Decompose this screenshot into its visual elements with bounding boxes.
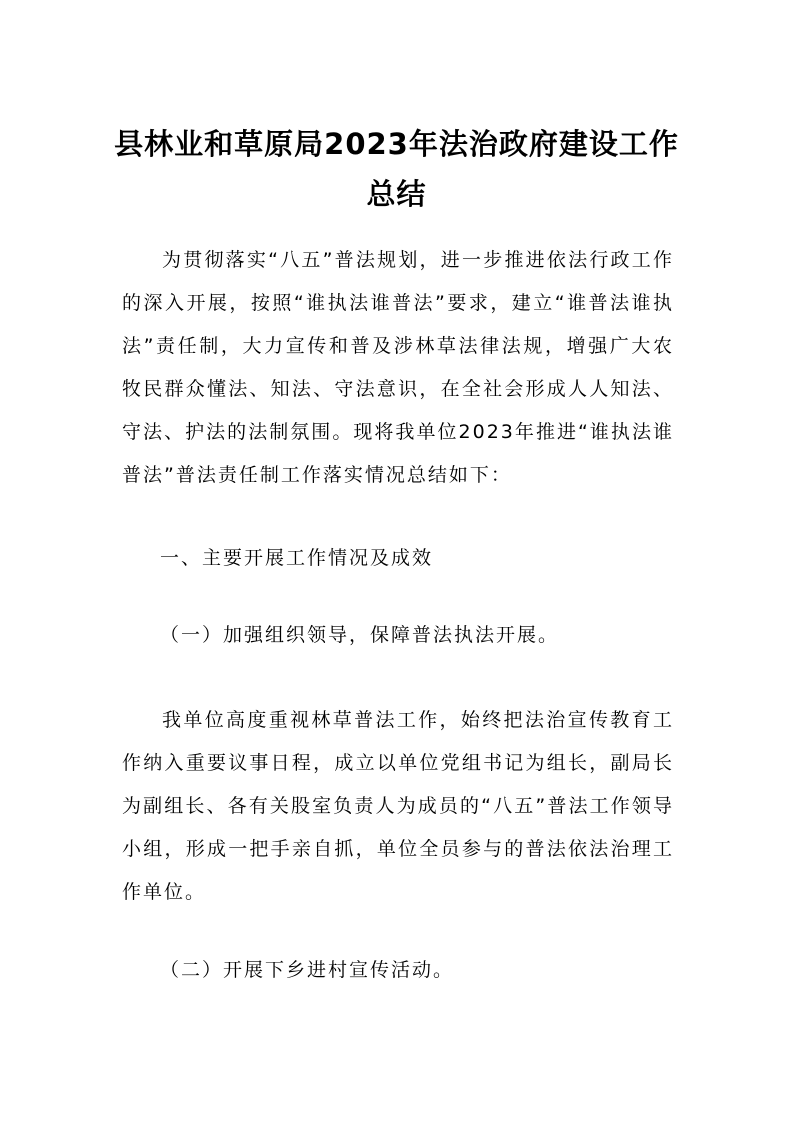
subsection-heading-organization: （一）加强组织领导，保障普法执法开展。 — [160, 624, 560, 646]
document-title-line2: 总结 — [366, 177, 427, 211]
section-heading-main-work: 一、主要开展工作情况及成效 — [160, 547, 434, 569]
subsection-heading-village-campaign: （二）开展下乡进村宣传活动。 — [160, 959, 455, 981]
intro-paragraph: 为贯彻落实“八五”普法规划，进一步推进依法行政工作的深入开展，按照“谁执法谁普法”要求，建立“谁普法谁执法”责任制，大力宣传和普及涉林草法律法规，增强广大农牧民群众懂法、知法、守法意识，在全社会形成人人知法、守法、护法的法制氛围。现将我单位2023年推进“谁执法谁普法”普法责任制工作落实情况总结如下： — [122, 249, 674, 486]
document-title-line1: 县林业和草原局2023年法治政府建设工作 — [114, 127, 679, 161]
organization-paragraph: 我单位高度重视林草普法工作，始终把法治宣传教育工作纳入重要议事日程，成立以单位党组书记为组长，副局长为副组长、各有关股室负责人为成员的“八五”普法工作领导小组，形成一把手亲自抓，单位全员参与的普法依法治理工作单位。 — [122, 709, 674, 903]
